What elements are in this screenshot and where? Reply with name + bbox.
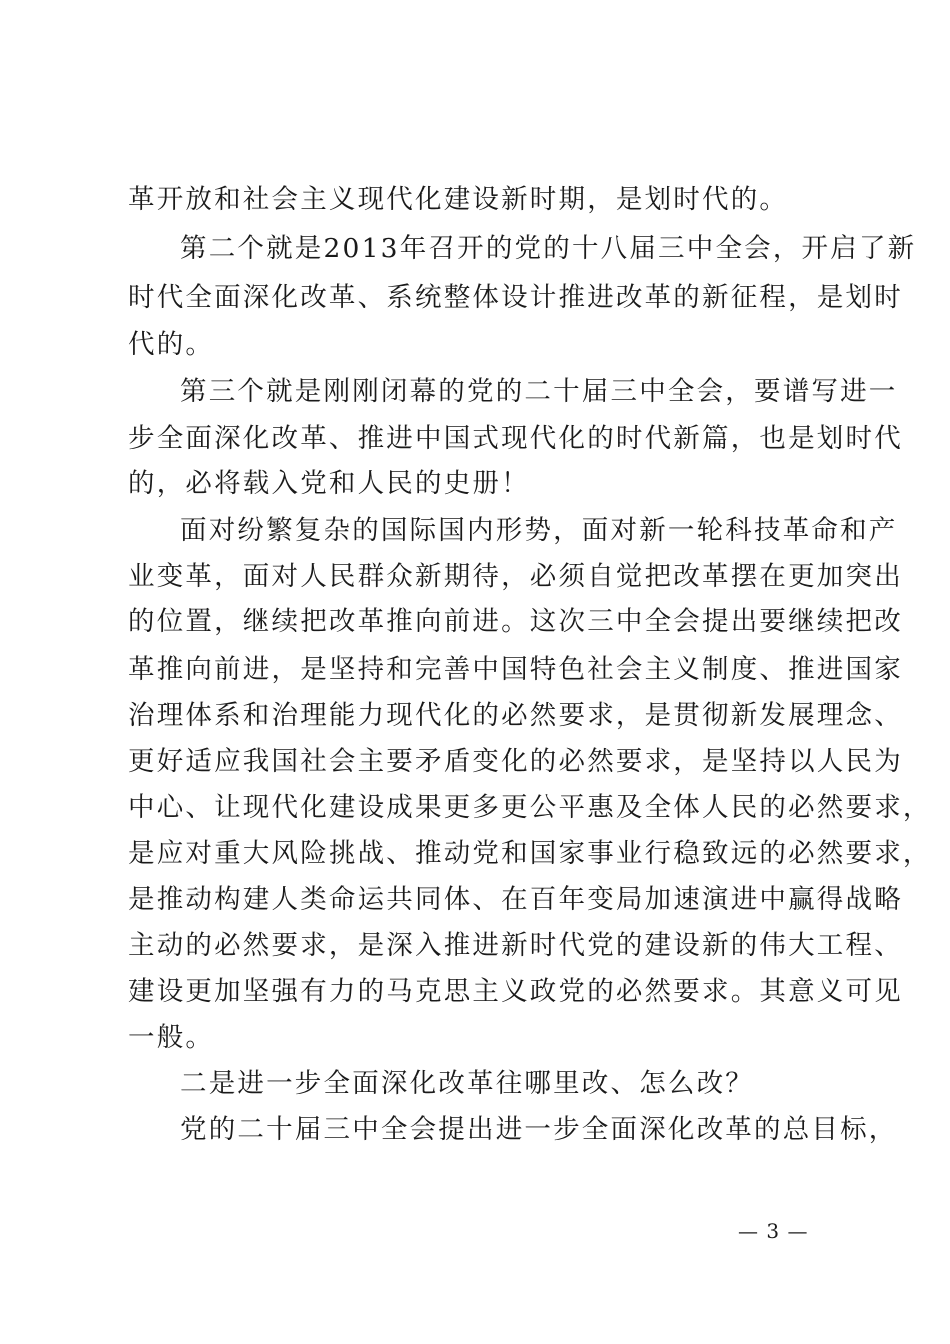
text-line: 时代全面深化改革、系统整体设计推进改革的新征程，是划时 — [128, 282, 903, 313]
text-line: 的位置，继续把改革推向前进。这次三中全会提出要继续把改 — [128, 606, 903, 637]
paragraph-first-line: 第二个就是2013年召开的党的十八届三中全会，开启了新 — [180, 233, 917, 264]
text-line: 是应对重大风险挑战、推动党和国家事业行稳致远的必然要求， — [128, 838, 932, 869]
text-line: 治理体系和治理能力现代化的必然要求，是贯彻新发展理念、 — [128, 700, 903, 731]
text-line: 建设更加坚强有力的马克思主义政党的必然要求。其意义可见 — [128, 976, 903, 1007]
section-heading: 二是进一步全面深化改革往哪里改、怎么改？ — [180, 1068, 754, 1099]
text-line: 一般。 — [128, 1022, 215, 1053]
text-line: 革开放和社会主义现代化建设新时期，是划时代的。 — [128, 184, 789, 215]
paragraph-first-line: 第三个就是刚刚闭幕的党的二十届三中全会，要谱写进一 — [180, 376, 898, 407]
page-number: — 3 — — [738, 1219, 809, 1243]
text-line: 更好适应我国社会主要矛盾变化的必然要求，是坚持以人民为 — [128, 746, 903, 777]
text-line: 是推动构建人类命运共同体、在百年变局加速演进中赢得战略 — [128, 884, 903, 915]
text-line: 代的。 — [128, 329, 215, 360]
text-line: 主动的必然要求，是深入推进新时代党的建设新的伟大工程、 — [128, 930, 903, 961]
text-line: 的，必将载入党和人民的史册！ — [128, 468, 530, 499]
paragraph-first-line: 面对纷繁复杂的国际国内形势，面对新一轮科技革命和产 — [180, 515, 898, 546]
text-line: 中心、让现代化建设成果更多更公平惠及全体人民的必然要求， — [128, 792, 932, 823]
paragraph-first-line: 党的二十届三中全会提出进一步全面深化改革的总目标， — [180, 1114, 898, 1145]
text-line: 步全面深化改革、推进中国式现代化的时代新篇，也是划时代 — [128, 423, 903, 454]
text-line: 革推向前进，是坚持和完善中国特色社会主义制度、推进国家 — [128, 654, 903, 685]
text-line: 业变革，面对人民群众新期待，必须自觉把改革摆在更加突出 — [128, 561, 903, 592]
